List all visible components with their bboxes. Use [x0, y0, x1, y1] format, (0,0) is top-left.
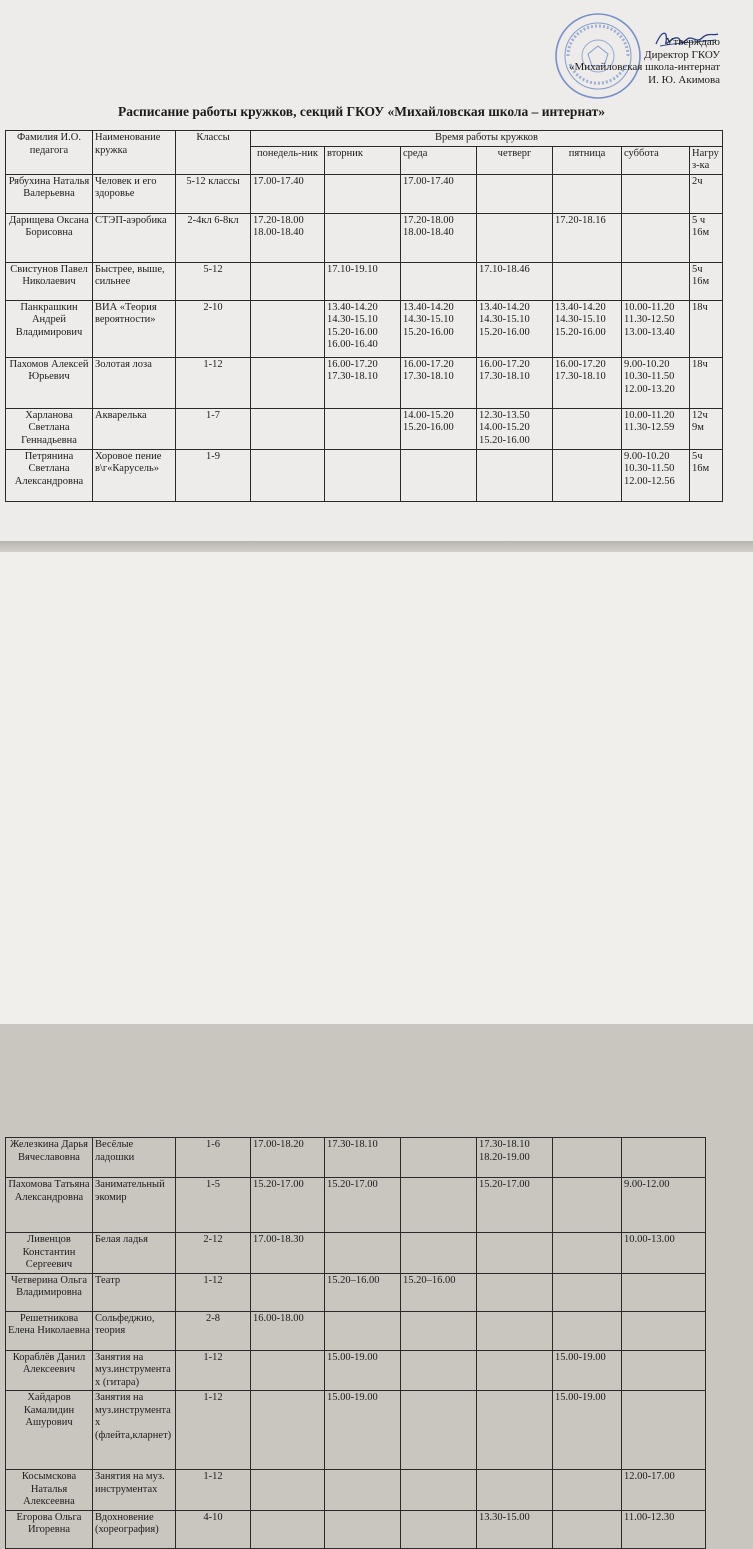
cell-wed: 15.20–16.00 [401, 1273, 477, 1311]
time-slot: 14.00-15.20 [479, 422, 530, 433]
cell-mon [251, 408, 325, 449]
cell-club: Белая ладья [93, 1233, 176, 1274]
cell-load: 2ч [690, 174, 723, 213]
cell-fri [553, 357, 622, 408]
cell-thu [477, 357, 553, 408]
cell-grades: 1-12 [176, 1470, 251, 1511]
cell-thu: 15.20-17.00 [477, 1178, 553, 1233]
cell-mon: 16.00-18.00 [251, 1311, 325, 1350]
time-slot: 15.20-16.00 [479, 326, 530, 338]
time-slot: 11.30-12.50 [624, 314, 675, 325]
cell-sat [622, 1350, 706, 1391]
header-day: четверг [477, 146, 553, 174]
cell-wed [401, 213, 477, 262]
cell-fri: 15.00-19.00 [553, 1391, 622, 1470]
cell-teacher: Пахомова Татьяна Александровна [6, 1178, 93, 1233]
cell-sat [622, 262, 690, 300]
cell-grades: 1-12 [176, 1273, 251, 1311]
approval-line-3: «Михайловская школа-интернат [568, 61, 720, 73]
cell-tue [325, 1311, 401, 1350]
cell-tue: 15.20-17.00 [325, 1178, 401, 1233]
cell-sat [622, 449, 690, 501]
cell-club: Занятия на муз.инструментах (флейта,кларнет) [93, 1391, 176, 1470]
time-slot: 14.30-15.10 [555, 314, 606, 325]
cell-fri [553, 1273, 622, 1311]
header-grades: Классы [176, 131, 251, 175]
cell-teacher: Егорова Ольга Игоревна [6, 1510, 93, 1548]
table-row [6, 213, 723, 262]
approval-block [560, 36, 720, 86]
cell-club: Вдохновение (хореография) [93, 1510, 176, 1548]
time-slot: 17.30-18.10 [327, 371, 378, 382]
cell-mon [251, 1350, 325, 1391]
time-slot: 14.30-15.10 [479, 314, 530, 325]
cell-club: Театр [93, 1273, 176, 1311]
cell-fri [553, 1311, 622, 1350]
cell-teacher: Кораблёв Данил Алексеевич [6, 1350, 93, 1391]
cell-club: Сольфеджио, теория [93, 1311, 176, 1350]
cell-mon [251, 262, 325, 300]
time-slot: 12.00-12.56 [624, 475, 675, 487]
cell-club: Занятия на муз.инструментах (гитара) [93, 1350, 176, 1391]
time-slot: 9.00-10.20 [624, 358, 670, 370]
cell-teacher: Свистунов Павел Николаевич [6, 262, 93, 300]
table-row [6, 262, 723, 300]
time-slot: 16.00-16.40 [327, 339, 378, 350]
cell-fri [553, 262, 622, 300]
cell-wed [401, 300, 477, 357]
table-row [6, 357, 723, 408]
cell-thu [477, 1311, 553, 1350]
cell-club: Золотая лоза [93, 357, 176, 408]
table-row [6, 1138, 706, 1178]
cell-sat [622, 1273, 706, 1311]
cell-fri [553, 300, 622, 357]
cell-tue [325, 300, 401, 357]
cell-thu [477, 1350, 553, 1391]
cell-thu [477, 300, 553, 357]
cell-wed [401, 1138, 477, 1178]
cell-mon [251, 1470, 325, 1511]
time-slot: 18.20-19.00 [479, 1151, 530, 1163]
cell-sat: 10.00-13.00 [622, 1233, 706, 1274]
cell-fri [553, 1178, 622, 1233]
table-row [6, 174, 723, 213]
cell-teacher: Пахомов Алексей Юрьевич [6, 357, 93, 408]
cell-sat [622, 408, 690, 449]
cell-teacher: Петрянина Светлана Александровна [6, 449, 93, 501]
cell-mon [251, 357, 325, 408]
time-slot: 13.40-14.20 [327, 301, 378, 313]
cell-sat: 11.00-12.30 [622, 1510, 706, 1548]
cell-thu [477, 1233, 553, 1274]
time-slot: 13.40-14.20 [479, 301, 530, 313]
table-row [6, 1273, 706, 1311]
time-slot: 13.00-13.40 [624, 326, 675, 338]
time-slot: 16.00-17.20 [327, 358, 378, 370]
cell-thu [477, 1138, 553, 1178]
cell-wed: 17.00-17.40 [401, 174, 477, 213]
cell-fri [553, 1470, 622, 1511]
cell-fri [553, 449, 622, 501]
cell-sat: 12.00-17.00 [622, 1470, 706, 1511]
cell-tue [325, 174, 401, 213]
time-slot: 14.30-15.10 [327, 314, 378, 325]
time-slot: 15.20-16.00 [327, 326, 378, 338]
cell-tue [325, 408, 401, 449]
time-slot: 17.30-18.10 [555, 371, 606, 382]
cell-tue: 17.10-19.10 [325, 262, 401, 300]
cell-thu [477, 174, 553, 213]
cell-wed [401, 262, 477, 300]
cell-sat [622, 1311, 706, 1350]
cell-sat [622, 1138, 706, 1178]
cell-sat [622, 1391, 706, 1470]
header-time: Время работы кружков [251, 131, 723, 147]
cell-sat [622, 357, 690, 408]
cell-teacher: Железкина Дарья Вячеславовна [6, 1138, 93, 1178]
time-slot: 15.20-16.00 [403, 422, 454, 433]
cell-club: Весёлые ладошки [93, 1138, 176, 1178]
cell-load: 5ч 16м [690, 262, 723, 300]
cell-load: 5 ч 16м [690, 213, 723, 262]
cell-teacher: Решетникова Елена Николаевна [6, 1311, 93, 1350]
cell-sat: 9.00-12.00 [622, 1178, 706, 1233]
time-slot: 18.00-18.40 [253, 227, 304, 238]
time-slot: 16.00-17.20 [403, 358, 454, 370]
table-row [6, 1178, 706, 1233]
cell-tue [325, 449, 401, 501]
table-row [6, 1510, 706, 1548]
cell-grades: 1-9 [176, 449, 251, 501]
time-slot: 17.30-18.10 [403, 371, 454, 382]
time-slot: 9.00-10.20 [624, 450, 670, 462]
cell-mon [251, 1510, 325, 1548]
cell-wed [401, 449, 477, 501]
cell-sat [622, 213, 690, 262]
cell-mon [251, 449, 325, 501]
header-day: суббота [622, 146, 690, 174]
table-row [6, 449, 723, 501]
table-row [6, 1350, 706, 1391]
cell-grades: 1-6 [176, 1138, 251, 1178]
cell-fri [553, 1233, 622, 1274]
time-slot: 14.00-15.20 [403, 409, 454, 421]
cell-sat [622, 300, 690, 357]
table-row [6, 1470, 706, 1511]
cell-wed [401, 357, 477, 408]
time-slot: 15.20-16.00 [403, 326, 454, 338]
table-row [6, 1391, 706, 1470]
time-slot: 12.30-13.50 [479, 409, 530, 421]
cell-thu [477, 1470, 553, 1511]
time-slot: 10.30-11.50 [624, 463, 675, 474]
time-slot: 13.40-14.20 [403, 301, 454, 313]
time-slot: 17.30-18.10 [479, 1139, 530, 1150]
header-day: понедель-ник [251, 146, 325, 174]
cell-thu [477, 1273, 553, 1311]
time-slot: 17.20-18.00 [253, 214, 304, 226]
time-slot: 11.30-12.59 [624, 422, 675, 433]
cell-tue: 15.20–16.00 [325, 1273, 401, 1311]
header-day: пятница [553, 146, 622, 174]
cell-mon [251, 213, 325, 262]
cell-mon [251, 300, 325, 357]
cell-mon: 15.20-17.00 [251, 1178, 325, 1233]
cell-club: ВИА «Теория вероятности» [93, 300, 176, 357]
time-slot: 10.30-11.50 [624, 371, 675, 382]
cell-tue [325, 1510, 401, 1548]
cell-grades: 1-12 [176, 1391, 251, 1470]
cell-teacher: Косымскова Наталья Алексеевна [6, 1470, 93, 1511]
cell-thu [477, 408, 553, 449]
cell-mon [251, 1391, 325, 1470]
cell-grades: 1-7 [176, 408, 251, 449]
schedule-table-1 [5, 130, 723, 502]
cell-wed [401, 1311, 477, 1350]
cell-teacher: Ливенцов Константин Сергеевич [6, 1233, 93, 1274]
cell-thu: 17.10-18.46 [477, 262, 553, 300]
table-row [6, 408, 723, 449]
cell-mon: 17.00-18.30 [251, 1233, 325, 1274]
approval-line-1: Утверждаю [665, 36, 720, 48]
cell-fri: 17.20-18.16 [553, 213, 622, 262]
cell-tue [325, 213, 401, 262]
cell-wed [401, 1350, 477, 1391]
time-slot: 10.00-11.20 [624, 301, 675, 313]
cell-load: 5ч 16м [690, 449, 723, 501]
time-slot: 15.20-16.00 [555, 326, 606, 338]
cell-load: 18ч [690, 357, 723, 408]
page-title: Расписание работы кружков, секций ГКОУ «Михайловская школа – интернат» [118, 104, 606, 119]
cell-tue: 17.30-18.10 [325, 1138, 401, 1178]
schedule-page-1 [0, 0, 753, 541]
page-gap [0, 541, 753, 552]
cell-load: 18ч [690, 300, 723, 357]
cell-club: Акварелька [93, 408, 176, 449]
time-slot: 17.20-18.00 [403, 214, 454, 226]
cell-fri [553, 174, 622, 213]
time-slot: 17.30-18.10 [479, 371, 530, 382]
cell-grades: 2-12 [176, 1233, 251, 1274]
cell-fri [553, 408, 622, 449]
header-day: среда [401, 146, 477, 174]
time-slot: 16.00-17.20 [555, 358, 606, 370]
cell-wed [401, 408, 477, 449]
cell-grades: 5-12 классы [176, 174, 251, 213]
cell-wed [401, 1233, 477, 1274]
cell-grades: 1-12 [176, 1350, 251, 1391]
table-row [6, 1233, 706, 1274]
approval-line-4: И. Ю. Акимова [648, 73, 720, 86]
cell-thu [477, 449, 553, 501]
cell-fri [553, 1510, 622, 1548]
cell-club: Занимательный экомир [93, 1178, 176, 1233]
time-slot: 18.00-18.40 [403, 227, 454, 238]
time-slot: 12.00-13.20 [624, 383, 675, 395]
time-slot: 15.20-16.00 [479, 434, 530, 446]
cell-grades: 2-10 [176, 300, 251, 357]
cell-wed [401, 1470, 477, 1511]
header-day: вторник [325, 146, 401, 174]
table-row [6, 1311, 706, 1350]
cell-club: Хоровое пение в\г«Карусель» [93, 449, 176, 501]
schedule-table-2 [5, 1137, 706, 1549]
cell-mon: 17.00-17.40 [251, 174, 325, 213]
cell-tue: 15.00-19.00 [325, 1350, 401, 1391]
cell-teacher: Дарищева Оксана Борисовна [6, 213, 93, 262]
cell-mon [251, 1273, 325, 1311]
cell-sat [622, 174, 690, 213]
cell-grades: 1-5 [176, 1178, 251, 1233]
cell-teacher: Четверина Ольга Владимировна [6, 1273, 93, 1311]
table-row [6, 300, 723, 357]
cell-grades: 1-12 [176, 357, 251, 408]
cell-grades: 2-8 [176, 1311, 251, 1350]
header-club: Наименование кружка [93, 131, 176, 175]
time-slot: 10.00-11.20 [624, 409, 675, 421]
schedule-page-2 [0, 552, 753, 1535]
cell-grades: 5-12 [176, 262, 251, 300]
cell-thu: 13.30-15.00 [477, 1510, 553, 1548]
cell-teacher: Рябухина Наталья Валерьевна [6, 174, 93, 213]
cell-teacher: Харланова Светлана Геннадьевна [6, 408, 93, 449]
cell-club: Быстрее, выше, сильнее [93, 262, 176, 300]
time-slot: 14.30-15.10 [403, 314, 454, 325]
time-slot: 16.00-17.20 [479, 358, 530, 370]
cell-club: Занятия на муз. инструментах [93, 1470, 176, 1511]
cell-teacher: Панкрашкин Андрей Владимирович [6, 300, 93, 357]
cell-fri: 15.00-19.00 [553, 1350, 622, 1391]
cell-mon: 17.00-18.20 [251, 1138, 325, 1178]
header-load: Нагруз-ка [690, 146, 723, 174]
time-slot: 13.40-14.20 [555, 301, 606, 313]
cell-thu [477, 213, 553, 262]
cell-load: 12ч 9м [690, 408, 723, 449]
cell-tue [325, 1470, 401, 1511]
cell-wed [401, 1510, 477, 1548]
cell-grades: 4-10 [176, 1510, 251, 1548]
cell-grades: 2-4кл 6-8кл [176, 213, 251, 262]
cell-fri [553, 1138, 622, 1178]
cell-tue [325, 357, 401, 408]
cell-club: Человек и его здоровье [93, 174, 176, 213]
cell-wed [401, 1391, 477, 1470]
header-teacher: Фамилия И.О. педагога [6, 131, 93, 175]
cell-tue [325, 1233, 401, 1274]
cell-wed [401, 1178, 477, 1233]
cell-teacher: Хайдаров Камалидин Ашурович [6, 1391, 93, 1470]
cell-tue: 15.00-19.00 [325, 1391, 401, 1470]
approval-line-2: Директор ГКОУ [644, 48, 720, 61]
cell-club: СТЭП-аэробика [93, 213, 176, 262]
cell-thu [477, 1391, 553, 1470]
